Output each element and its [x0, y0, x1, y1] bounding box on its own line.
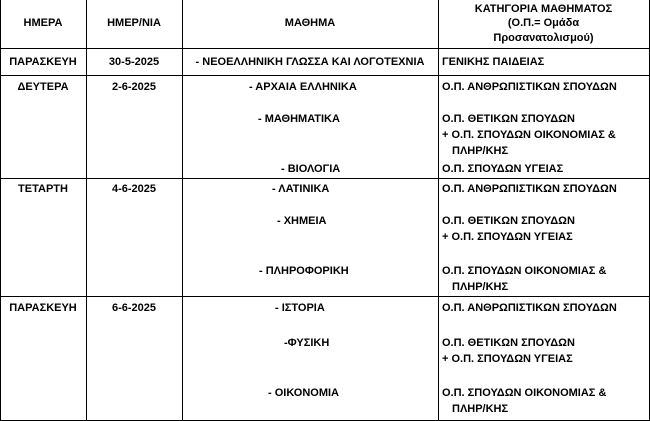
row-divider-2 [0, 178, 650, 179]
category-cell: Ο.Π. ΣΠΟΥΔΩΝ ΟΙΚΟΝΟΜΙΑΣ & [442, 265, 607, 277]
category-cell: Ο.Π. ΑΝΘΡΩΠΙΣΤΙΚΩΝ ΣΠΟΥΔΩΝ [442, 183, 617, 195]
category-cell: + Ο.Π. ΣΠΟΥΔΩΝ ΥΓΕΙΑΣ [442, 353, 573, 365]
date-cell: 2-6-2025 [111, 81, 157, 93]
category-cell: Ο.Π. ΘΕΤΙΚΩΝ ΣΠΟΥΔΩΝ [442, 215, 575, 227]
subject-cell: - ΙΣΤΟΡΙΑ [275, 302, 325, 314]
subject-cell: - ΜΑΘΗΜΑΤΙΚΑ [258, 113, 340, 125]
subject-cell: - ΛΑΤΙΝΙΚΑ [272, 183, 330, 195]
header-category-line3: Προσανατολισμού) [493, 32, 594, 44]
header-day: ΗΜΕΡΑ [23, 17, 63, 29]
subject-cell: -ΦΥΣΙΚΗ [284, 337, 330, 349]
column-divider-3 [438, 0, 439, 421]
subject-cell: - ΟΙΚΟΝΟΜΙΑ [268, 387, 339, 399]
header-date: ΗΜΕΡ/ΝΙΑ [107, 17, 161, 29]
date-cell: 30-5-2025 [108, 56, 160, 68]
subject-cell: - ΠΛΗΡΟΦΟΡΙΚΗ [259, 265, 349, 277]
header-category-line1: ΚΑΤΗΓΟΡΙΑ ΜΑΘΗΜΑΤΟΣ [474, 3, 613, 15]
date-cell: 6-6-2025 [111, 302, 157, 314]
header-subject: ΜΑΘΗΜΑ [284, 17, 336, 29]
date-cell: 4-6-2025 [111, 183, 157, 195]
category-cell: + Ο.Π. ΣΠΟΥΔΩΝ ΥΓΕΙΑΣ [442, 231, 573, 243]
day-cell: ΠΑΡΑΣΚΕΥΗ [9, 302, 77, 314]
category-cell: Ο.Π. ΑΝΘΡΩΠΙΣΤΙΚΩΝ ΣΠΟΥΔΩΝ [442, 302, 617, 314]
category-cell: Ο.Π. ΣΠΟΥΔΩΝ ΥΓΕΙΑΣ [442, 163, 564, 175]
category-cell: + Ο.Π. ΣΠΟΥΔΩΝ ΟΙΚΟΝΟΜΙΑΣ & [442, 129, 616, 141]
day-cell: ΤΕΤΑΡΤΗ [18, 183, 68, 195]
subject-cell: - ΧΗΜΕΙΑ [277, 215, 327, 227]
row-divider-1 [0, 75, 650, 76]
subject-cell: - ΝΕΟΕΛΛΗΝΙΚΗ ΓΛΩΣΣΑ ΚΑΙ ΛΟΓΟΤΕΧΝΙΑ [195, 56, 425, 68]
category-cell: ΓΕΝΙΚΗΣ ΠΑΙΔΕΙΑΣ [442, 56, 545, 68]
subject-cell: - ΒΙΟΛΟΓΙΑ [281, 163, 341, 175]
subject-cell: - ΑΡΧΑΙΑ ΕΛΛΗΝΙΚΑ [249, 81, 357, 93]
category-cell: Ο.Π. ΣΠΟΥΔΩΝ ΟΙΚΟΝΟΜΙΑΣ & [442, 387, 607, 399]
category-cell: Ο.Π. ΘΕΤΙΚΩΝ ΣΠΟΥΔΩΝ [442, 337, 575, 349]
day-cell: ΠΑΡΑΣΚΕΥΗ [9, 56, 77, 68]
header-category-line2: (Ο.Π.= Ομάδα [507, 17, 580, 29]
category-cell: ΠΛΗΡ/ΚΗΣ [452, 403, 509, 415]
row-divider-3 [0, 296, 650, 297]
day-cell: ΔΕΥΤΕΡΑ [17, 81, 69, 93]
category-cell: ΠΛΗΡ/ΚΗΣ [452, 145, 509, 157]
category-cell: Ο.Π. ΘΕΤΙΚΩΝ ΣΠΟΥΔΩΝ [442, 113, 575, 125]
header-divider [0, 48, 650, 49]
category-cell: ΠΛΗΡ/ΚΗΣ [452, 281, 509, 293]
category-cell: Ο.Π. ΑΝΘΡΩΠΙΣΤΙΚΩΝ ΣΠΟΥΔΩΝ [442, 81, 617, 93]
